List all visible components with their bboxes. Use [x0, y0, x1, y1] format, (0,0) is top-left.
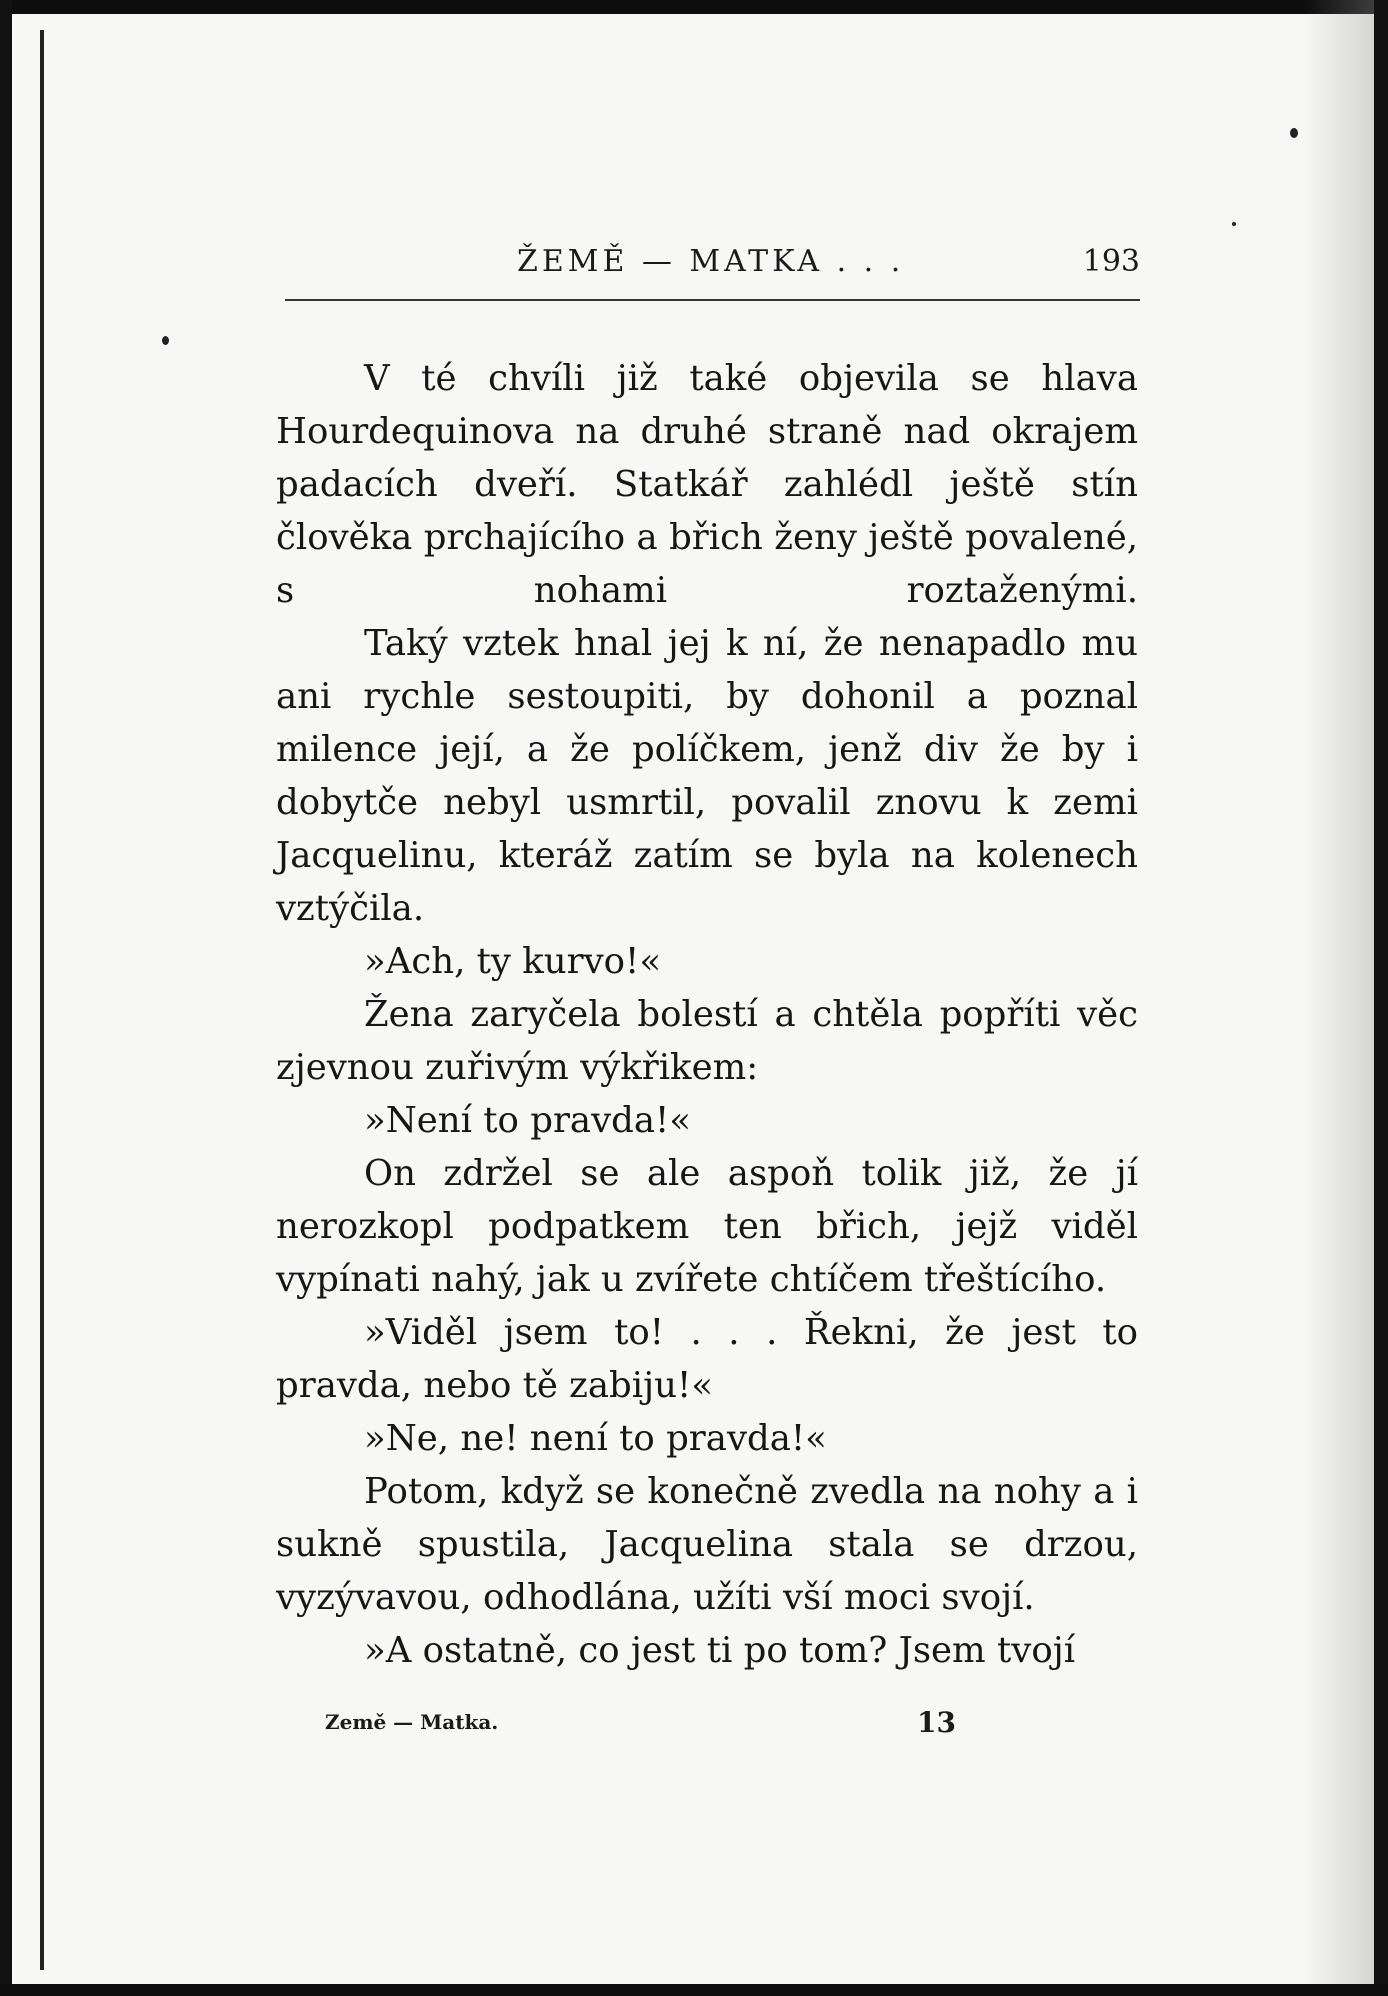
page-footer	[325, 1706, 965, 1742]
paragraph: Potom, když se konečně zvedla na nohy a i sukně spustila, Jacquelina stala se drzou, vyzývavou, odhodlána, užíti vší moci svojí.	[276, 1471, 1138, 1618]
page-shadow	[1304, 0, 1374, 1996]
paragraph: Žena zaryčela bolestí a chtěla popříti věc zjevnou zuřivým výkřikem:	[276, 994, 1138, 1088]
body-text	[276, 352, 1138, 1677]
running-head-title: ŽEMĚ — MATKA . . .	[517, 244, 905, 279]
paragraph: »Viděl jsem to! . . . Řekni, že jest to pravda, nebo tě zabiju!«	[276, 1312, 1138, 1406]
paragraph: »Ne, ne! není to pravda!«	[364, 1418, 827, 1459]
paragraph: »A ostatně, co jest ti po tom? Jsem tvojí	[364, 1630, 1076, 1671]
scan-speck	[1290, 128, 1298, 138]
paragraph: »Ach, ty kurvo!«	[364, 941, 662, 982]
running-head	[285, 240, 1140, 286]
scan-edge-bottom	[0, 1984, 1388, 1996]
scan-edge-left	[0, 0, 12, 1996]
scan-edge-right	[1374, 0, 1388, 1996]
paragraph: V té chvíli již také objevila se hlava Hourdequinova na druhé straně nad okrajem padacích dveří. Statkář zahlédl ještě stín člověka prchajícího a břich ženy ještě povalené, s nohami roztaženými.	[276, 358, 1138, 611]
scan-speck	[1232, 222, 1236, 226]
paragraph: On zdržel se ale aspoň tolik již, že jí nerozkopl podpatkem ten břich, jejž viděl vypínati nahý, jak u zvířete chtíčem třeštícího.	[276, 1153, 1138, 1300]
footer-sheet-number: 13	[917, 1706, 956, 1739]
binding-line	[40, 30, 44, 1970]
header-rule	[285, 299, 1140, 301]
paragraph: »Není to pravda!«	[364, 1100, 692, 1141]
page-number: 193	[1082, 244, 1140, 279]
scan-speck	[162, 336, 169, 345]
scan-edge-top	[0, 0, 1388, 14]
footer-signature: Země — Matka.	[325, 1710, 499, 1734]
paragraph: Taký vztek hnal jej k ní, že nenapadlo mu ani rychle sestoupiti, by dohonil a poznal milence její, a že políčkem, jenž div že by i dobytče nebyl usmrtil, povalil znovu k zemi Jacquelinu, kteráž zatím se byla na kolenech vztýčila.	[276, 623, 1138, 929]
